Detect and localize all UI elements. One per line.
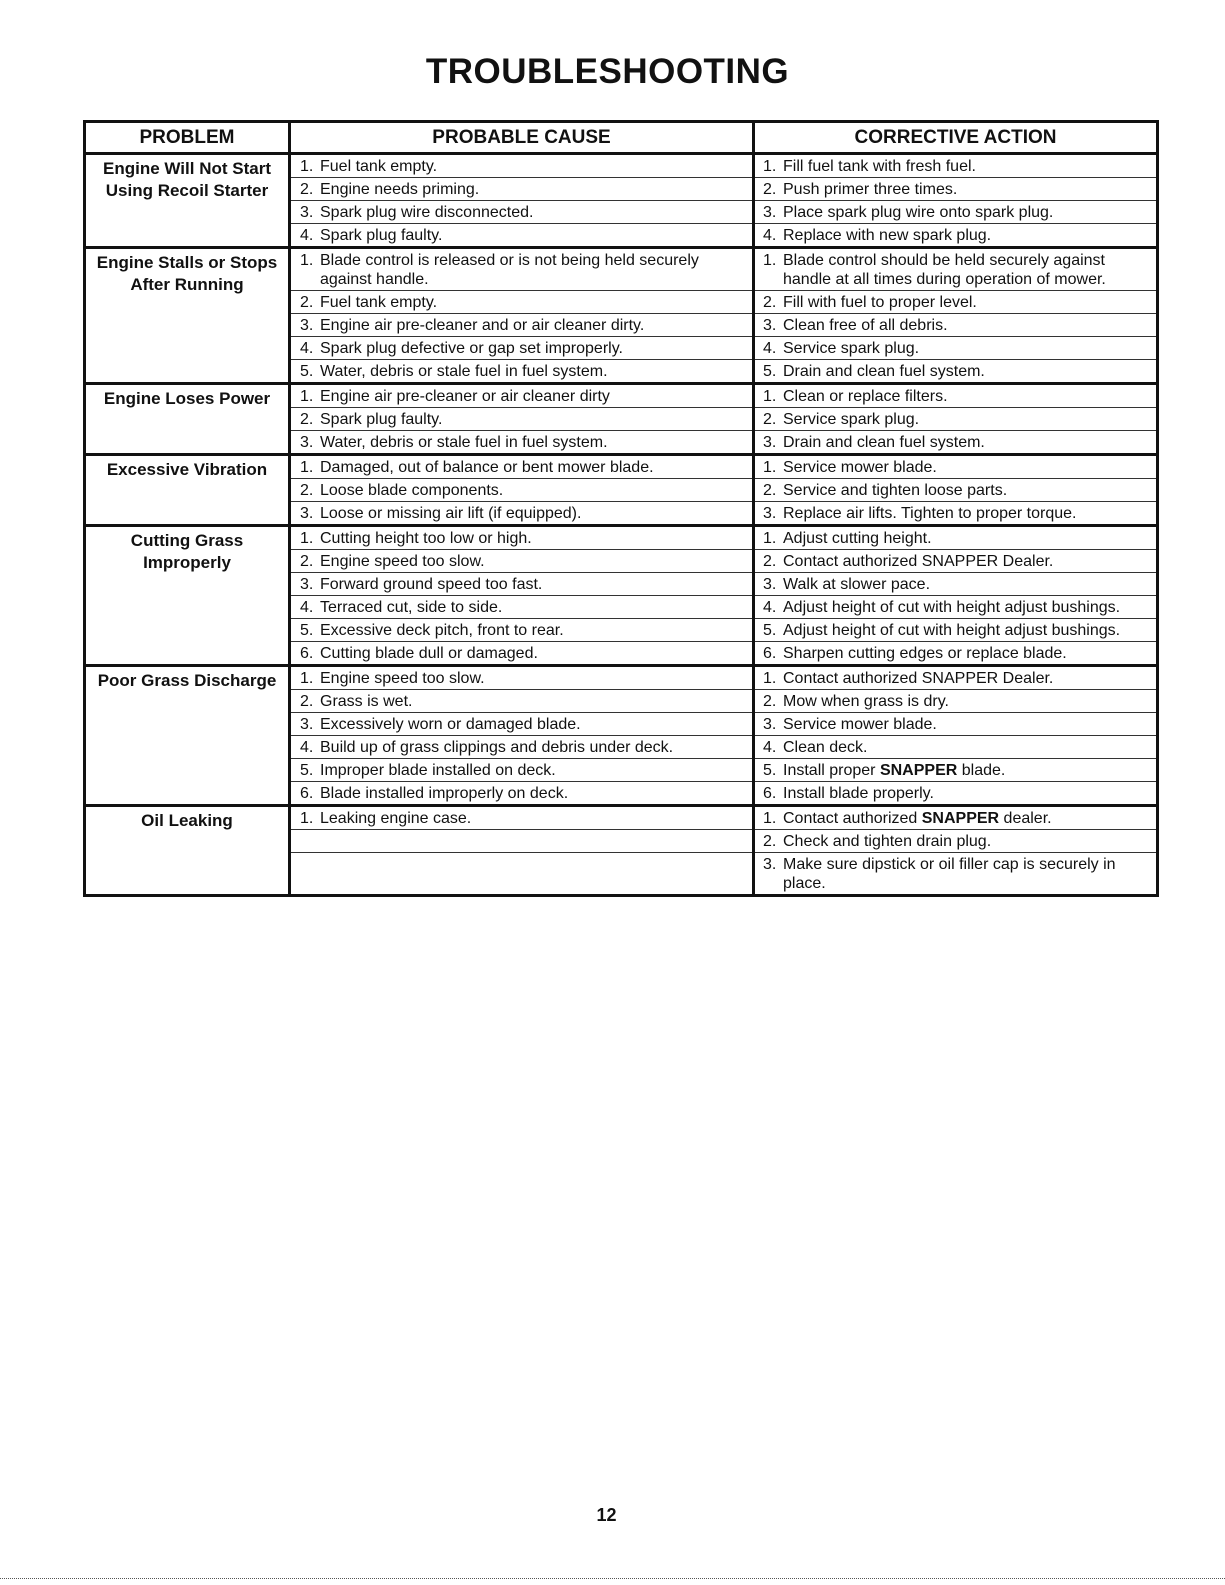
corrective-action-cell — [754, 806, 1158, 830]
action-number: 3. — [763, 204, 777, 221]
action-item — [763, 621, 1156, 640]
action-number: 1. — [763, 388, 777, 405]
action-item — [763, 293, 1156, 312]
action-text: Adjust height of cut with height adjust bushings. — [783, 622, 1121, 639]
action-item — [763, 598, 1156, 617]
action-item — [763, 692, 1156, 711]
cause-text: Engine speed too slow. — [320, 553, 485, 570]
corrective-action-cell — [754, 224, 1158, 248]
action-item — [763, 669, 1156, 688]
corrective-action-cell — [754, 178, 1158, 201]
action-number: 1. — [763, 459, 777, 476]
action-item — [763, 715, 1156, 734]
probable-cause-cell — [290, 759, 754, 782]
table-row — [85, 806, 1158, 830]
action-number: 2. — [763, 553, 777, 570]
action-text: Install blade properly. — [783, 785, 934, 802]
cause-text: Terraced cut, side to side. — [320, 599, 503, 616]
action-item — [763, 644, 1156, 663]
action-number: 4. — [763, 599, 777, 616]
corrective-action-cell — [754, 291, 1158, 314]
cause-item — [300, 362, 752, 381]
corrective-action-cell — [754, 479, 1158, 502]
probable-cause-cell — [290, 314, 754, 337]
action-item — [763, 362, 1156, 381]
probable-cause-cell — [290, 619, 754, 642]
cause-number: 2. — [300, 553, 314, 570]
table-row — [85, 526, 1158, 550]
cause-text: Improper blade installed on deck. — [320, 762, 556, 779]
cause-number: 4. — [300, 227, 314, 244]
action-number: 1. — [763, 158, 777, 175]
corrective-action-cell — [754, 759, 1158, 782]
problem-cell: Engine Loses Power — [85, 384, 290, 455]
cause-item — [300, 316, 752, 335]
action-number: 2. — [763, 833, 777, 850]
cause-number: 4. — [300, 739, 314, 756]
corrective-action-cell — [754, 642, 1158, 666]
probable-cause-cell — [290, 408, 754, 431]
action-item — [763, 316, 1156, 335]
action-number: 2. — [763, 411, 777, 428]
action-text: Place spark plug wire onto spark plug. — [783, 204, 1054, 221]
probable-cause-cell — [290, 337, 754, 360]
header-corrective-action: CORRECTIVE ACTION — [754, 122, 1158, 154]
cause-item — [300, 621, 752, 640]
cause-text: Spark plug defective or gap set improperly. — [320, 340, 623, 357]
cause-number: 2. — [300, 181, 314, 198]
cause-text: Grass is wet. — [320, 693, 413, 710]
cause-text: Water, debris or stale fuel in fuel system. — [320, 363, 608, 380]
action-text: Blade control should be held securely against handle at all times during operation of mower. — [783, 252, 1106, 288]
action-text: Contact authorized SNAPPER Dealer. — [783, 553, 1054, 570]
action-text: Fill fuel tank with fresh fuel. — [783, 158, 976, 175]
header-problem: PROBLEM — [85, 122, 290, 154]
cause-item — [300, 669, 752, 688]
action-text: Service mower blade. — [783, 716, 937, 733]
action-item — [763, 339, 1156, 358]
cause-text: Fuel tank empty. — [320, 294, 438, 311]
cause-number: 1. — [300, 388, 314, 405]
cause-item — [300, 203, 752, 222]
cause-text: Forward ground speed too fast. — [320, 576, 543, 593]
action-item — [763, 433, 1156, 452]
action-item — [763, 481, 1156, 500]
corrective-action-cell — [754, 782, 1158, 806]
cause-number: 1. — [300, 158, 314, 175]
cause-text: Cutting height too low or high. — [320, 530, 532, 547]
cause-item — [300, 552, 752, 571]
corrective-action-cell — [754, 201, 1158, 224]
action-number: 4. — [763, 227, 777, 244]
action-number: 5. — [763, 363, 777, 380]
table-row — [85, 248, 1158, 291]
action-item — [763, 855, 1156, 893]
probable-cause-cell — [290, 526, 754, 550]
cause-number: 3. — [300, 576, 314, 593]
action-text: Fill with fuel to proper level. — [783, 294, 977, 311]
cause-number: 4. — [300, 340, 314, 357]
probable-cause-cell — [290, 550, 754, 573]
problem-cell: Poor Grass Discharge — [85, 666, 290, 806]
cause-number: 5. — [300, 363, 314, 380]
page-number: 12 — [596, 1505, 617, 1525]
corrective-action-cell — [754, 736, 1158, 759]
action-number: 6. — [763, 785, 777, 802]
cause-text: Blade control is released or is not being held securely against handle. — [320, 252, 699, 288]
cause-number: 2. — [300, 411, 314, 428]
cause-item — [300, 410, 752, 429]
probable-cause-cell — [290, 224, 754, 248]
action-number: 3. — [763, 434, 777, 451]
action-text: Service spark plug. — [783, 411, 920, 428]
cause-item — [300, 715, 752, 734]
action-text: Make sure dipstick or oil filler cap is securely in place. — [783, 856, 1116, 892]
corrective-action-cell — [754, 573, 1158, 596]
cause-number: 3. — [300, 505, 314, 522]
corrective-action-cell — [754, 408, 1158, 431]
action-text: Contact authorized SNAPPER dealer. — [783, 810, 1052, 827]
cause-number: 3. — [300, 716, 314, 733]
page-title: TROUBLESHOOTING — [425, 52, 790, 91]
cause-item — [300, 293, 752, 312]
cause-number: 5. — [300, 622, 314, 639]
action-item — [763, 504, 1156, 523]
action-item — [763, 784, 1156, 803]
cause-number: 1. — [300, 459, 314, 476]
action-text: Replace air lifts. Tighten to proper torque. — [783, 505, 1077, 522]
cause-number: 1. — [300, 810, 314, 827]
action-number: 1. — [763, 810, 777, 827]
cause-item — [300, 180, 752, 199]
cause-text: Engine speed too slow. — [320, 670, 485, 687]
probable-cause-cell — [290, 853, 754, 896]
probable-cause-cell — [290, 360, 754, 384]
cause-text: Damaged, out of balance or bent mower blade. — [320, 459, 654, 476]
probable-cause-cell — [290, 291, 754, 314]
action-text: Install proper SNAPPER blade. — [783, 762, 1006, 779]
cause-item — [300, 738, 752, 757]
action-item — [763, 738, 1156, 757]
corrective-action-cell — [754, 526, 1158, 550]
probable-cause-cell — [290, 154, 754, 178]
probable-cause-cell — [290, 736, 754, 759]
probable-cause-cell — [290, 666, 754, 690]
corrective-action-cell — [754, 314, 1158, 337]
cause-text: Water, debris or stale fuel in fuel system. — [320, 434, 608, 451]
problem-cell: Engine Will Not Start Using Recoil Starter — [85, 154, 290, 248]
table-row — [85, 666, 1158, 690]
action-number: 3. — [763, 505, 777, 522]
action-text: Adjust cutting height. — [783, 530, 932, 547]
cause-item — [300, 644, 752, 663]
corrective-action-cell — [754, 337, 1158, 360]
action-item — [763, 575, 1156, 594]
cause-text: Engine needs priming. — [320, 181, 480, 198]
action-item — [763, 832, 1156, 851]
action-item — [763, 203, 1156, 222]
cause-text: Spark plug wire disconnected. — [320, 204, 534, 221]
probable-cause-cell — [290, 596, 754, 619]
cause-number: 2. — [300, 294, 314, 311]
corrective-action-cell — [754, 853, 1158, 896]
corrective-action-cell — [754, 431, 1158, 455]
troubleshooting-table — [83, 120, 1159, 897]
corrective-action-cell — [754, 596, 1158, 619]
cause-item — [300, 387, 752, 406]
action-number: 4. — [763, 340, 777, 357]
probable-cause-cell — [290, 690, 754, 713]
action-number: 5. — [763, 622, 777, 639]
cause-item — [300, 784, 752, 803]
action-text: Clean or replace filters. — [783, 388, 948, 405]
cause-text: Fuel tank empty. — [320, 158, 438, 175]
action-text: Drain and clean fuel system. — [783, 363, 985, 380]
cause-text: Excessively worn or damaged blade. — [320, 716, 581, 733]
table-row — [85, 154, 1158, 178]
corrective-action-cell — [754, 384, 1158, 408]
problem-cell: Engine Stalls or Stops After Running — [85, 248, 290, 384]
action-number: 5. — [763, 762, 777, 779]
probable-cause-cell — [290, 713, 754, 736]
corrective-action-cell — [754, 248, 1158, 291]
cause-text: Build up of grass clippings and debris under deck. — [320, 739, 674, 756]
cause-item — [300, 157, 752, 176]
cause-number: 2. — [300, 693, 314, 710]
action-item — [763, 458, 1156, 477]
action-item — [763, 552, 1156, 571]
table-header-row — [85, 122, 1158, 154]
action-number: 2. — [763, 181, 777, 198]
probable-cause-cell — [290, 573, 754, 596]
action-item — [763, 251, 1156, 289]
troubleshooting-table-container — [83, 120, 1156, 897]
corrective-action-cell — [754, 619, 1158, 642]
cause-item — [300, 251, 752, 289]
action-number: 1. — [763, 670, 777, 687]
action-number: 1. — [763, 530, 777, 547]
action-text: Check and tighten drain plug. — [783, 833, 992, 850]
cause-item — [300, 339, 752, 358]
action-number: 4. — [763, 739, 777, 756]
cause-text: Loose blade components. — [320, 482, 504, 499]
cause-text: Spark plug faulty. — [320, 411, 443, 428]
cause-number: 5. — [300, 762, 314, 779]
cause-number: 1. — [300, 252, 314, 269]
probable-cause-cell — [290, 502, 754, 526]
corrective-action-cell — [754, 154, 1158, 178]
cause-item — [300, 575, 752, 594]
corrective-action-cell — [754, 830, 1158, 853]
page-bottom-rule — [0, 1578, 1225, 1579]
cause-text: Engine air pre-cleaner and or air cleaner dirty. — [320, 317, 645, 334]
cause-item — [300, 226, 752, 245]
cause-item — [300, 598, 752, 617]
action-text: Replace with new spark plug. — [783, 227, 992, 244]
cause-number: 1. — [300, 670, 314, 687]
cause-text: Leaking engine case. — [320, 810, 472, 827]
problem-cell: Excessive Vibration — [85, 455, 290, 526]
action-item — [763, 761, 1156, 780]
corrective-action-cell — [754, 666, 1158, 690]
cause-number: 2. — [300, 482, 314, 499]
probable-cause-cell — [290, 642, 754, 666]
action-item — [763, 226, 1156, 245]
cause-number: 3. — [300, 434, 314, 451]
action-text: Clean free of all debris. — [783, 317, 948, 334]
cause-text: Spark plug faulty. — [320, 227, 443, 244]
action-text: Push primer three times. — [783, 181, 958, 198]
corrective-action-cell — [754, 550, 1158, 573]
probable-cause-cell — [290, 178, 754, 201]
action-text: Drain and clean fuel system. — [783, 434, 985, 451]
probable-cause-cell — [290, 455, 754, 479]
cause-item — [300, 692, 752, 711]
cause-item — [300, 761, 752, 780]
cause-number: 4. — [300, 599, 314, 616]
action-text: Contact authorized SNAPPER Dealer. — [783, 670, 1054, 687]
brand-name: SNAPPER — [879, 762, 958, 779]
cause-item — [300, 481, 752, 500]
action-text: Clean deck. — [783, 739, 868, 756]
action-number: 3. — [763, 317, 777, 334]
action-item — [763, 387, 1156, 406]
cause-text: Excessive deck pitch, front to rear. — [320, 622, 564, 639]
action-text: Service and tighten loose parts. — [783, 482, 1008, 499]
problem-cell: Cutting Grass Improperly — [85, 526, 290, 666]
probable-cause-cell — [290, 201, 754, 224]
cause-text: Engine air pre-cleaner or air cleaner dirty — [320, 388, 610, 405]
action-number: 2. — [763, 294, 777, 311]
cause-item — [300, 529, 752, 548]
header-probable-cause: PROBABLE CAUSE — [290, 122, 754, 154]
corrective-action-cell — [754, 713, 1158, 736]
probable-cause-cell — [290, 479, 754, 502]
action-text: Service spark plug. — [783, 340, 920, 357]
problem-cell: Oil Leaking — [85, 806, 290, 896]
action-number: 2. — [763, 482, 777, 499]
action-number: 6. — [763, 645, 777, 662]
action-item — [763, 410, 1156, 429]
action-number: 3. — [763, 576, 777, 593]
action-number: 3. — [763, 716, 777, 733]
cause-text: Blade installed improperly on deck. — [320, 785, 569, 802]
cause-text: Loose or missing air lift (if equipped). — [320, 505, 582, 522]
cause-item — [300, 458, 752, 477]
brand-name: SNAPPER — [921, 810, 1000, 827]
action-item — [763, 157, 1156, 176]
action-text: Walk at slower pace. — [783, 576, 931, 593]
action-item — [763, 529, 1156, 548]
cause-item — [300, 433, 752, 452]
action-item — [763, 180, 1156, 199]
corrective-action-cell — [754, 690, 1158, 713]
action-text: Sharpen cutting edges or replace blade. — [783, 645, 1067, 662]
cause-item — [300, 504, 752, 523]
corrective-action-cell — [754, 360, 1158, 384]
action-number: 1. — [763, 252, 777, 269]
action-number: 3. — [763, 856, 777, 873]
probable-cause-cell — [290, 806, 754, 830]
cause-number: 6. — [300, 645, 314, 662]
cause-number: 6. — [300, 785, 314, 802]
table-body — [85, 154, 1158, 896]
cause-item — [300, 809, 752, 828]
cause-number: 1. — [300, 530, 314, 547]
probable-cause-cell — [290, 248, 754, 291]
action-item — [763, 809, 1156, 828]
action-text: Service mower blade. — [783, 459, 937, 476]
action-number: 2. — [763, 693, 777, 710]
action-text: Adjust height of cut with height adjust bushings. — [783, 599, 1121, 616]
corrective-action-cell — [754, 455, 1158, 479]
corrective-action-cell — [754, 502, 1158, 526]
cause-text: Cutting blade dull or damaged. — [320, 645, 538, 662]
probable-cause-cell — [290, 782, 754, 806]
table-row — [85, 455, 1158, 479]
table-row — [85, 384, 1158, 408]
probable-cause-cell — [290, 830, 754, 853]
cause-number: 3. — [300, 317, 314, 334]
probable-cause-cell — [290, 431, 754, 455]
action-text: Mow when grass is dry. — [783, 693, 949, 710]
cause-number: 3. — [300, 204, 314, 221]
probable-cause-cell — [290, 384, 754, 408]
